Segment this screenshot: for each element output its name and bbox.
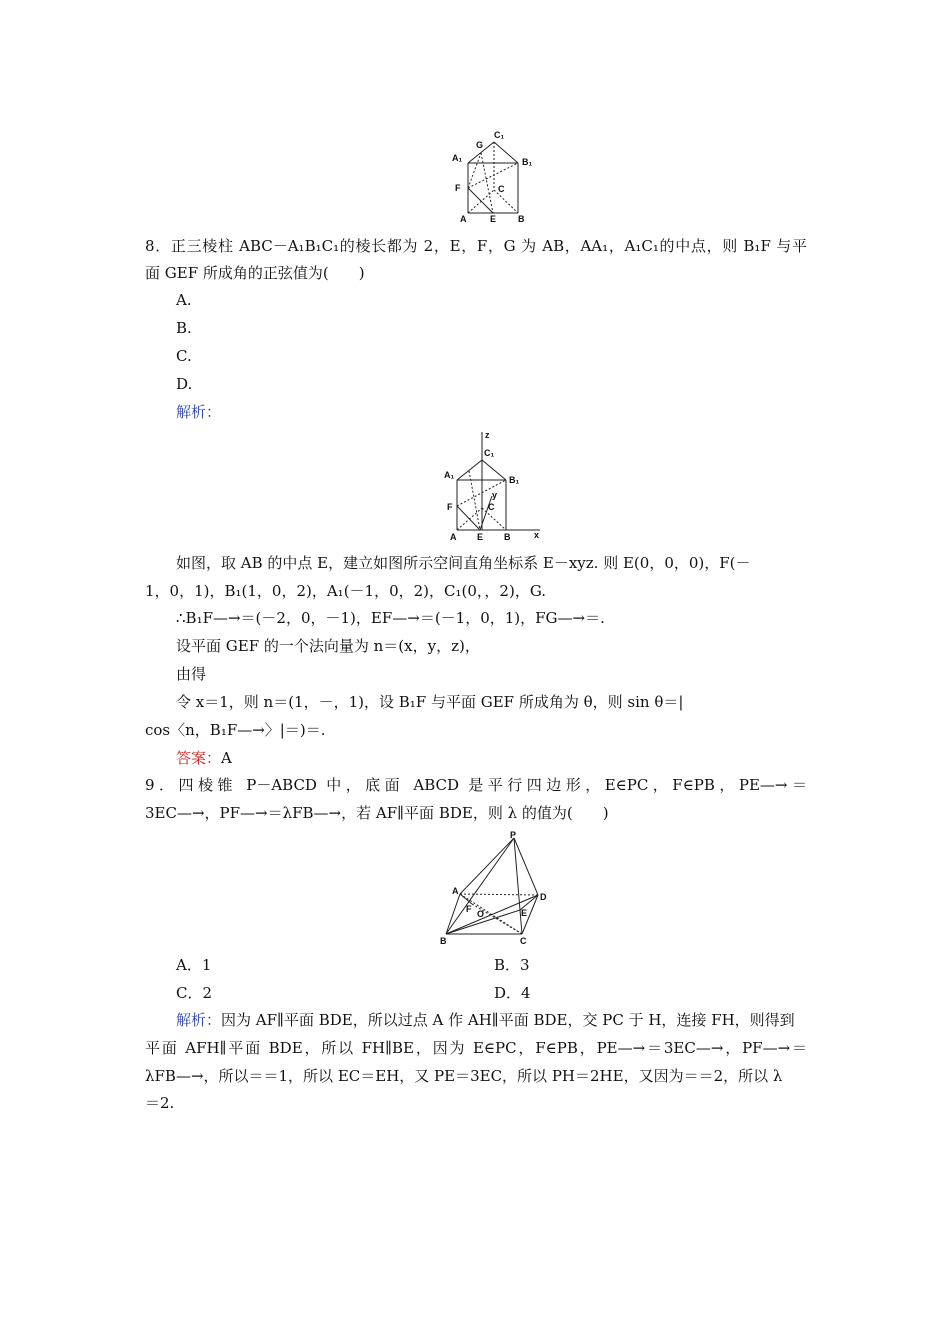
label-C: C [520, 936, 527, 946]
label-C1: C₁ [494, 130, 505, 140]
q8-option-c: C. [176, 347, 192, 365]
q8-solution-line-7: cos〈n，B₁F—→〉|＝)＝. [145, 721, 326, 739]
label-A: A [460, 214, 467, 224]
q8-stem-line-1: 8．正三棱柱 ABC－A₁B₁C₁的棱长都为 2，E，F，G 为 AB，AA₁，A₁C₁的中点，则 B₁F 与平 [145, 237, 807, 255]
label-C1: C₁ [484, 448, 495, 458]
label-F: F [455, 183, 461, 193]
q9-solution-text-1: 因为 AF∥平面 BDE，所以过点 A 作 AH∥平面 BDE，交 PC 于 H，连接 FH，则得到 [221, 1011, 795, 1029]
prism-figure-1 [448, 128, 538, 224]
pyramid-figure [436, 830, 554, 948]
q8-analysis-label: 解析： [176, 403, 222, 421]
label-B: B [440, 936, 447, 946]
q9-option-d: D．4 [494, 984, 531, 1002]
label-x: x [534, 530, 540, 540]
label-B1: B₁ [522, 157, 533, 167]
label-F: F [466, 904, 472, 914]
label-E: E [490, 214, 497, 224]
label-O: O [477, 909, 485, 919]
q8-solution-line-3: ∴B₁F—→＝(－2，0，－1)，EF—→＝(－1，0，1)，FG—→＝. [176, 609, 605, 627]
q9-solution-line-1 [176, 1010, 795, 1030]
q8-option-b: B. [176, 319, 192, 337]
q8-solution-line-2: 1，0，1)，B₁(1，0，2)，A₁(－1，0，2)，C₁(0，，2)，G. [145, 582, 547, 600]
label-z: z [485, 430, 490, 440]
q8-option-d: D. [176, 375, 193, 393]
label-D: D [540, 892, 547, 902]
q8-option-a: A. [176, 291, 192, 309]
label-C: C [498, 184, 505, 194]
q8-stem-line-2: 面 GEF 所成角的正弦值为( ) [145, 264, 365, 282]
label-A1: A₁ [444, 470, 455, 480]
label-A: A [450, 532, 457, 542]
label-A1: A₁ [452, 153, 463, 163]
answer-value: A [221, 749, 232, 767]
label-C: C [488, 502, 495, 512]
q8-solution-line-1: 如图，取 AB 的中点 E，建立如图所示空间直角坐标系 E－xyz. 则 E(0，0，0)，F(－ [176, 554, 751, 572]
answer-label: 答案： [176, 749, 222, 767]
q9-analysis-label: 解析： [176, 1011, 222, 1029]
prism-figure-2 [442, 428, 546, 544]
label-B: B [518, 214, 525, 224]
q8-solution-line-6: 令 x＝1，则 n＝(1，－，1)，设 B₁F 与平面 GEF 所成角为 θ，则 sin θ＝| [176, 693, 684, 711]
label-B1: B₁ [509, 475, 520, 485]
q9-solution-line-4: ＝2. [145, 1094, 175, 1112]
q9-stem-line-2: 3EC—→，PF—→＝λFB—→，若 AF∥平面 BDE，则 λ 的值为( ) [145, 804, 609, 822]
label-y: y [492, 490, 498, 500]
q9-solution-line-3: λFB—→，所以＝＝1，所以 EC＝EH，又 PE＝3EC，所以 PH＝2HE，又因为＝＝2，所以 λ [145, 1067, 783, 1085]
label-E: E [521, 908, 528, 918]
q9-option-b: B．3 [494, 956, 530, 974]
label-A: A [452, 886, 459, 896]
label-P: P [510, 830, 517, 840]
q9-option-a: A．1 [176, 956, 212, 974]
q9-solution-line-2: 平面 AFH∥平面 BDE，所以 FH∥BE，因为 E∈PC，F∈PB，PE—→＝3EC—→，PF—→＝ [145, 1039, 807, 1057]
label-E: E [477, 532, 484, 542]
label-B: B [504, 532, 511, 542]
q9-option-c: C．2 [176, 984, 213, 1002]
label-G: G [476, 140, 484, 150]
q8-answer [176, 748, 232, 768]
label-F: F [447, 502, 453, 512]
q8-solution-line-4: 设平面 GEF 的一个法向量为 n＝(x，y，z)， [176, 637, 480, 655]
q8-solution-line-5: 由得 [176, 665, 207, 683]
q9-stem-line-1: 9．四棱锥 P－ABCD 中，底面 ABCD 是平行四边形，E∈PC，F∈PB，PE—→＝ [145, 776, 807, 794]
